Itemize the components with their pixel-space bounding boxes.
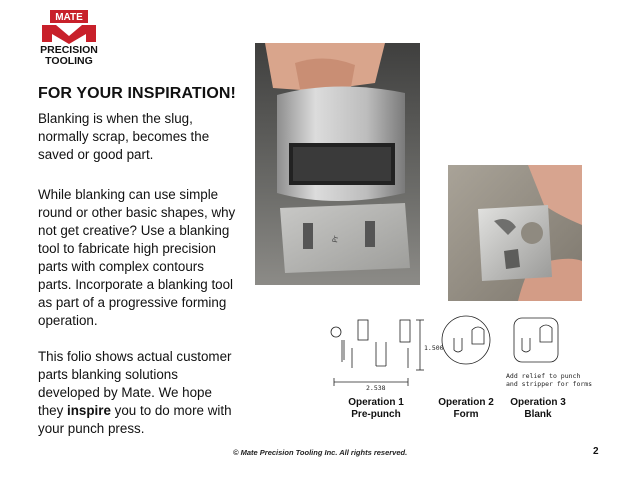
paragraph-folio-intro-end: you to do more with your punch press. bbox=[38, 403, 232, 436]
svg-text:2.538: 2.538 bbox=[366, 384, 386, 392]
operation-2-name: Operation 2 bbox=[438, 397, 494, 408]
svg-text:MATE: MATE bbox=[55, 12, 83, 23]
mate-logo bbox=[34, 8, 104, 66]
blanked-part-photo bbox=[448, 165, 582, 301]
svg-text:PRECISION: PRECISION bbox=[40, 44, 98, 56]
operation-3-desc: Blank bbox=[524, 409, 552, 420]
operation-1-desc: Pre-punch bbox=[351, 409, 401, 420]
svg-text:and stripper for forms: and stripper for forms bbox=[506, 380, 593, 388]
copyright-footer: © Mate Precision Tooling Inc. All rights reserved. bbox=[233, 448, 408, 457]
blanking-tool-photo bbox=[255, 43, 420, 285]
paragraph-blanking-definition: Blanking is when the slug, normally scrap, becomes the saved or good part. bbox=[38, 111, 210, 162]
svg-text:TOOLING: TOOLING bbox=[45, 55, 93, 67]
operation-2-desc: Form bbox=[453, 409, 479, 420]
svg-text:1.500: 1.500 bbox=[424, 344, 444, 352]
page-number: 2 bbox=[593, 446, 599, 457]
svg-text:Pr: Pr bbox=[331, 235, 341, 244]
svg-text:Add relief to punch: Add relief to punch bbox=[506, 372, 581, 380]
inspire-emphasis: inspire bbox=[67, 403, 111, 418]
paragraph-folio-intro bbox=[38, 348, 238, 438]
paragraph-creative-blanking: While blanking can use simple round or other basic shapes, why not get creative? Use a blanking tool to fabricate high precision parts with complex contours parts. Incorporate a blanking tool as part of a progressive forming operation. bbox=[38, 187, 236, 328]
page-heading: FOR YOUR INSPIRATION! bbox=[38, 85, 236, 102]
operation-1-name: Operation 1 bbox=[348, 397, 404, 408]
operations-diagram bbox=[322, 310, 593, 422]
operation-3-name: Operation 3 bbox=[510, 397, 566, 408]
paragraph-folio-intro-start: This folio shows actual customer parts blanking solutions developed by Mate. We hope they bbox=[38, 349, 232, 418]
